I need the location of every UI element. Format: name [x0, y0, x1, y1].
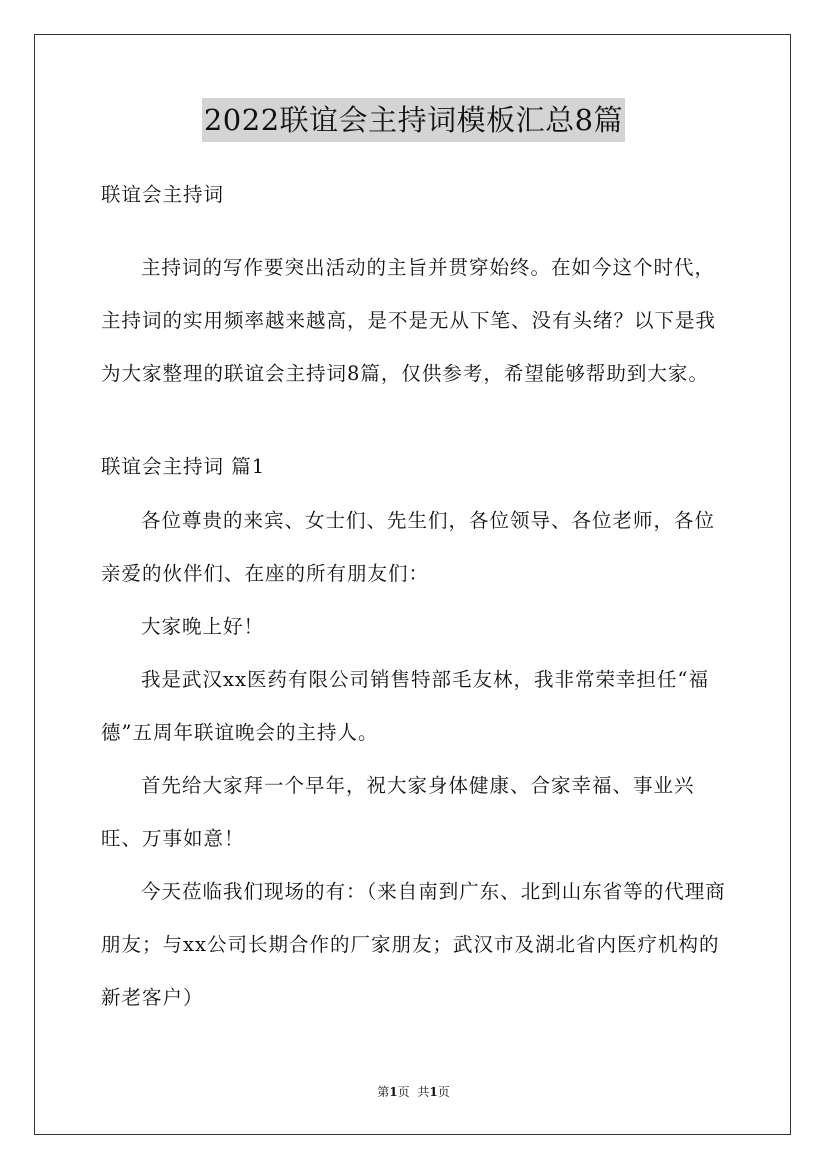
part-body	[101, 494, 731, 1024]
intro-text: 主持词的写作要突出活动的主旨并贯穿始终。在如今这个时代，主持词的实用频率越来越高，是不是无从下笔、没有头绪？以下是我为大家整理的联谊会主持词8篇，仅供参考，希望能够帮助到大家。	[101, 255, 717, 385]
paragraph-new-year-wishes: 首先给大家拜一个早年，祝大家身体健康、合家幸福、事业兴旺、万事如意！	[101, 774, 695, 850]
footer-page-prefix: 第	[377, 1085, 390, 1099]
part-heading: 联谊会主持词 篇1	[101, 455, 266, 478]
footer-total-suffix: 页	[437, 1085, 450, 1099]
paragraph-guests: 今天莅临我们现场的有：（来自南到广东、北到山东省等的代理商朋友；与xx公司长期合作的厂家朋友；武汉市及湖北省内医疗机构的新老客户）	[101, 880, 726, 1009]
footer-page-suffix: 页	[397, 1085, 410, 1099]
document-title: 2022联谊会主持词模板汇总8篇	[202, 98, 625, 142]
paragraph-host-intro: 我是武汉xx医药有限公司销售特部毛友林，我非常荣幸担任“福德”五周年联谊晚会的主持人。	[101, 668, 709, 744]
paragraph-greeting-audience: 各位尊贵的来宾、女士们、先生们，各位领导、各位老师，各位亲爱的伙伴们、在座的所有朋友们：	[101, 509, 716, 585]
paragraph-good-evening: 大家晚上好！	[141, 615, 265, 638]
title-container	[0, 98, 827, 142]
page-footer	[0, 1083, 827, 1101]
intro-paragraph	[101, 221, 731, 419]
section-heading: 联谊会主持词	[101, 183, 225, 206]
footer-total-number: 1	[429, 1085, 438, 1099]
footer-page-number: 1	[389, 1085, 398, 1099]
footer-total-prefix: 共	[417, 1085, 430, 1099]
